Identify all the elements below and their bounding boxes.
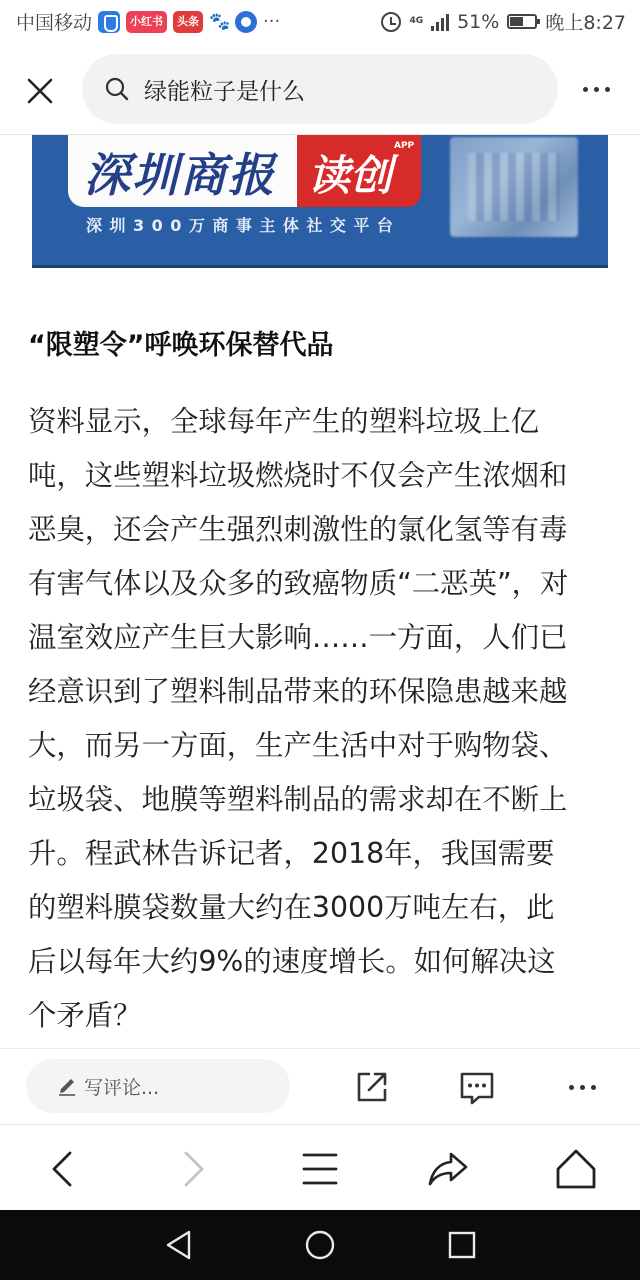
xiaohongshu-app-icon: 小红书 <box>126 11 167 33</box>
article-more-button[interactable] <box>560 1075 604 1099</box>
more-icon <box>569 1085 574 1090</box>
system-home-button[interactable] <box>303 1228 337 1262</box>
status-left <box>16 8 280 35</box>
paragraph-line: 大，而另一方面，生产生活中对于购物袋、 <box>28 729 568 762</box>
browser-app-icon <box>235 11 257 33</box>
toutiao-app-icon: 头条 <box>173 11 203 33</box>
paragraph-line: 资料显示，全球每年产生的塑料垃圾上亿 <box>28 405 540 438</box>
share-button[interactable] <box>426 1147 470 1191</box>
search-input[interactable] <box>82 54 558 124</box>
system-recents-button[interactable] <box>445 1228 479 1262</box>
status-right <box>381 8 626 35</box>
triangle-back-icon <box>162 1228 196 1262</box>
carrier-name: 中国移动 <box>16 12 93 34</box>
banner-subtitle: 深圳300万商事主体社交平台 <box>86 216 401 235</box>
paragraph-line: 经意识到了塑料制品带来的环保隐患越来越 <box>28 675 568 708</box>
paragraph-line: 吨，这些塑料垃圾燃烧时不仅会产生浓烟和 <box>28 459 568 492</box>
paragraph-line: 恶臭，还会产生强烈刺激性的氯化氢等有毒 <box>28 513 568 546</box>
signal-icon <box>431 13 449 31</box>
banner-logo-brand: 读创 <box>308 151 393 200</box>
comment-placeholder: 写评论... <box>84 1076 160 1099</box>
home-icon <box>554 1147 598 1191</box>
paragraph-line: 温室效应产生巨大影响……一方面，人们已 <box>28 621 568 654</box>
paragraph-line: 个矛盾？ <box>28 999 142 1032</box>
pen-icon <box>56 1075 78 1097</box>
banner-app-tag: APP <box>394 141 415 151</box>
circle-home-icon <box>303 1228 337 1262</box>
battery-icon <box>507 14 537 29</box>
share-external-button[interactable] <box>354 1069 390 1105</box>
banner-logo-title: 深圳商报 <box>84 148 276 202</box>
comment-icon <box>458 1069 496 1107</box>
share-external-icon <box>354 1069 390 1105</box>
search-query: 绿能粒子是什么 <box>144 78 305 105</box>
share-icon <box>426 1147 470 1191</box>
back-button[interactable] <box>42 1147 86 1191</box>
more-notifications-icon: ··· <box>263 11 281 32</box>
article-heading: “限塑令”呼唤环保替代品 <box>28 330 334 361</box>
network-type: 4G <box>409 16 424 26</box>
forward-icon <box>170 1147 214 1191</box>
more-icon <box>583 87 588 92</box>
more-options-button[interactable] <box>574 74 618 104</box>
square-recents-icon <box>445 1228 479 1262</box>
back-icon <box>42 1147 86 1191</box>
search-header <box>0 44 640 135</box>
comments-button[interactable] <box>458 1069 496 1107</box>
paragraph-line: 垃圾袋、地膜等塑料制品的需求却在不断上 <box>28 783 568 816</box>
write-comment-input[interactable] <box>26 1059 290 1113</box>
menu-icon <box>298 1147 342 1191</box>
status-bar <box>0 0 640 44</box>
baidu-paw-icon: 🐾 <box>209 11 231 32</box>
paragraph-line: 升。程武林告诉记者，2018年，我国需要 <box>28 837 555 870</box>
article-paragraph <box>28 395 618 1043</box>
blurred-qr-code <box>450 137 578 237</box>
paragraph-line: 的塑料膜袋数量大约在3000万吨左右，此 <box>28 891 555 924</box>
comment-bar <box>0 1048 640 1124</box>
battery-percent: 51% <box>457 10 500 33</box>
newspaper-banner-image <box>32 135 608 268</box>
shield-app-icon <box>98 11 120 33</box>
menu-button[interactable] <box>298 1147 342 1191</box>
close-button[interactable] <box>18 69 62 113</box>
home-button[interactable] <box>554 1147 598 1191</box>
paragraph-line: 有害气体以及众多的致癌物质“二恶英”，对 <box>28 567 569 600</box>
clock: 晚上8:27 <box>545 12 626 34</box>
system-back-button[interactable] <box>162 1228 196 1262</box>
search-icon <box>104 76 130 102</box>
close-icon <box>26 77 54 105</box>
alarm-icon <box>381 12 401 32</box>
paragraph-line: 后以每年大约9%的速度增长。如何解决这 <box>28 945 556 978</box>
browser-toolbar <box>0 1124 640 1210</box>
forward-button[interactable] <box>170 1147 214 1191</box>
article-content[interactable] <box>0 135 640 1048</box>
system-navigation-bar <box>0 1210 640 1280</box>
